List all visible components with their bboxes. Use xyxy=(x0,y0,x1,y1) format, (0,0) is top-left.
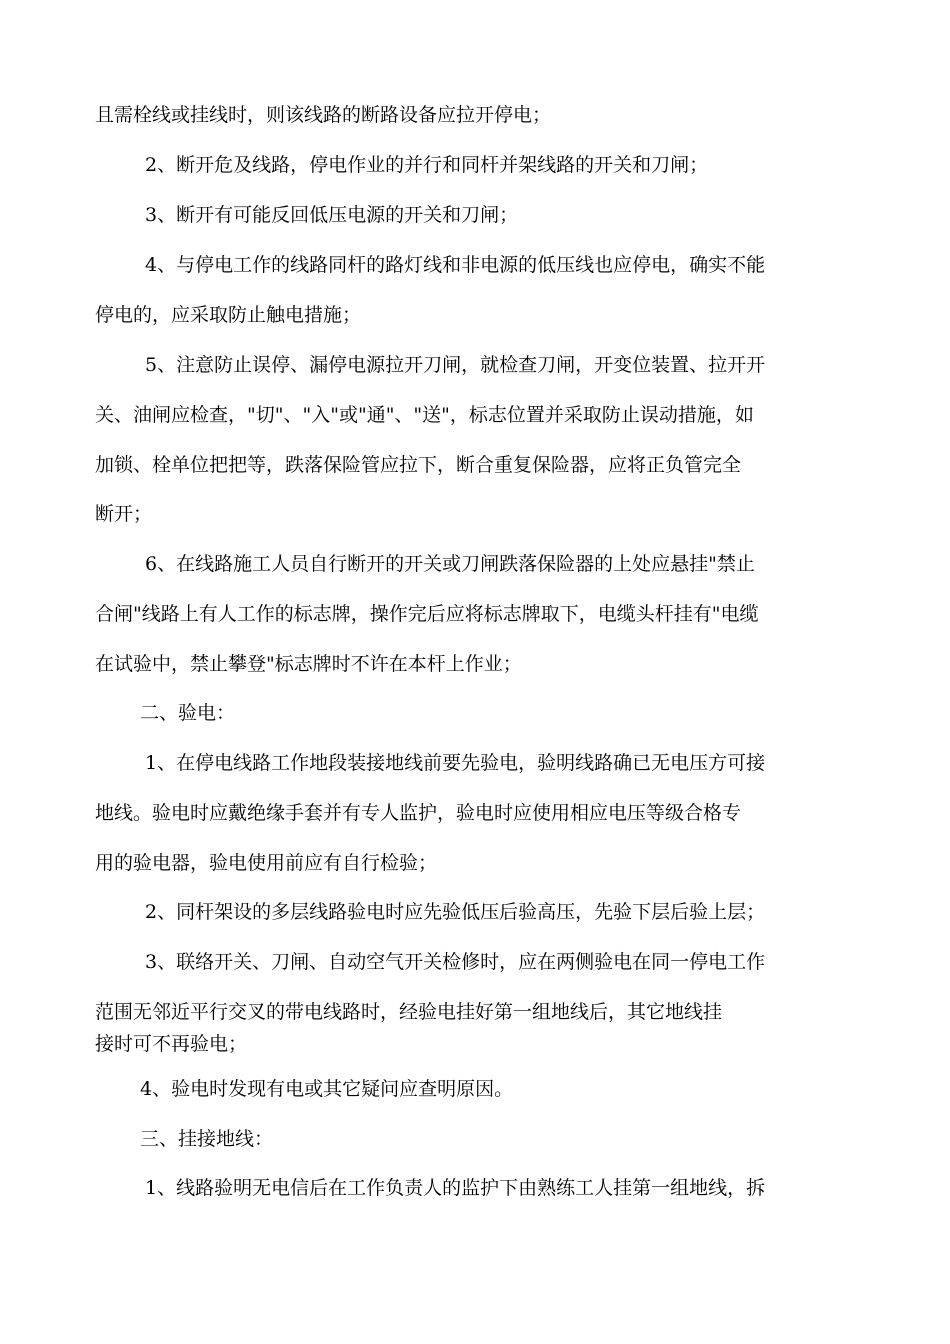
text-line: 地线。验电时应戴绝缘手套并有专人监护，验电时应使用相应电压等级合格专 xyxy=(95,802,742,824)
text-line: 范围无邻近平行交叉的带电线路时，经验电挂好第一组地线后，其它地线挂 xyxy=(95,1001,723,1023)
text-line: 在试验中，禁止攀登"标志牌时不许在本杆上作业； xyxy=(95,653,522,675)
text-line: 3、断开有可能反回低压电源的开关和刀闸； xyxy=(145,204,519,226)
text-line: 3、联络开关、刀闸、自动空气开关检修时，应在两侧验电在同一停电工作 xyxy=(145,951,766,973)
text-line: 1、在停电线路工作地段装接地线前要先验电，验明线路确已无电压方可接 xyxy=(145,752,766,774)
text-line: 1、线路验明无电信后在工作负责人的监护下由熟练工人挂第一组地线，拆 xyxy=(145,1177,766,1199)
text-line: 加锁、栓单位把把等，跌落保险管应拉下，断合重复保险器，应将正负管完全 xyxy=(95,454,742,476)
text-line: 2、断开危及线路，停电作业的并行和同杆并架线路的开关和刀闸； xyxy=(145,154,709,176)
text-line: 用的验电器，验电使用前应有自行检验； xyxy=(95,852,438,874)
text-line: 2、同杆架设的多层线路验电时应先验低压后验高压，先验下层后验上层； xyxy=(145,901,766,923)
text-line: 关、油闸应检查，"切"、"入"或"通"、"送"，标志位置并采取防止误动措施，如 xyxy=(95,404,754,426)
text-line: 6、在线路施工人员自行断开的开关或刀闸跌落保险器的上处应悬挂"禁止 xyxy=(145,553,755,575)
text-line: 4、与停电工作的线路同杆的路灯线和非电源的低压线也应停电，确实不能 xyxy=(145,254,766,276)
section-heading: 三、挂接地线： xyxy=(140,1128,274,1150)
text-line: 且需栓线或挂线时，则该线路的断路设备应拉开停电； xyxy=(95,104,552,126)
section-heading: 二、验电： xyxy=(140,702,236,724)
text-line: 断开； xyxy=(95,503,153,525)
text-line: 5、注意防止误停、漏停电源拉开刀闸，就检查刀闸，开变位装置、拉开开 xyxy=(145,354,766,376)
text-line: 合闸"线路上有人工作的标志牌，操作完后应将标志牌取下，电缆头杆挂有"电缆 xyxy=(95,603,759,625)
text-line: 4、验电时发现有电或其它疑问应查明原因。 xyxy=(140,1078,514,1100)
text-line: 接时可不再验电； xyxy=(95,1033,248,1055)
text-line: 停电的，应采取防止触电措施； xyxy=(95,304,362,326)
